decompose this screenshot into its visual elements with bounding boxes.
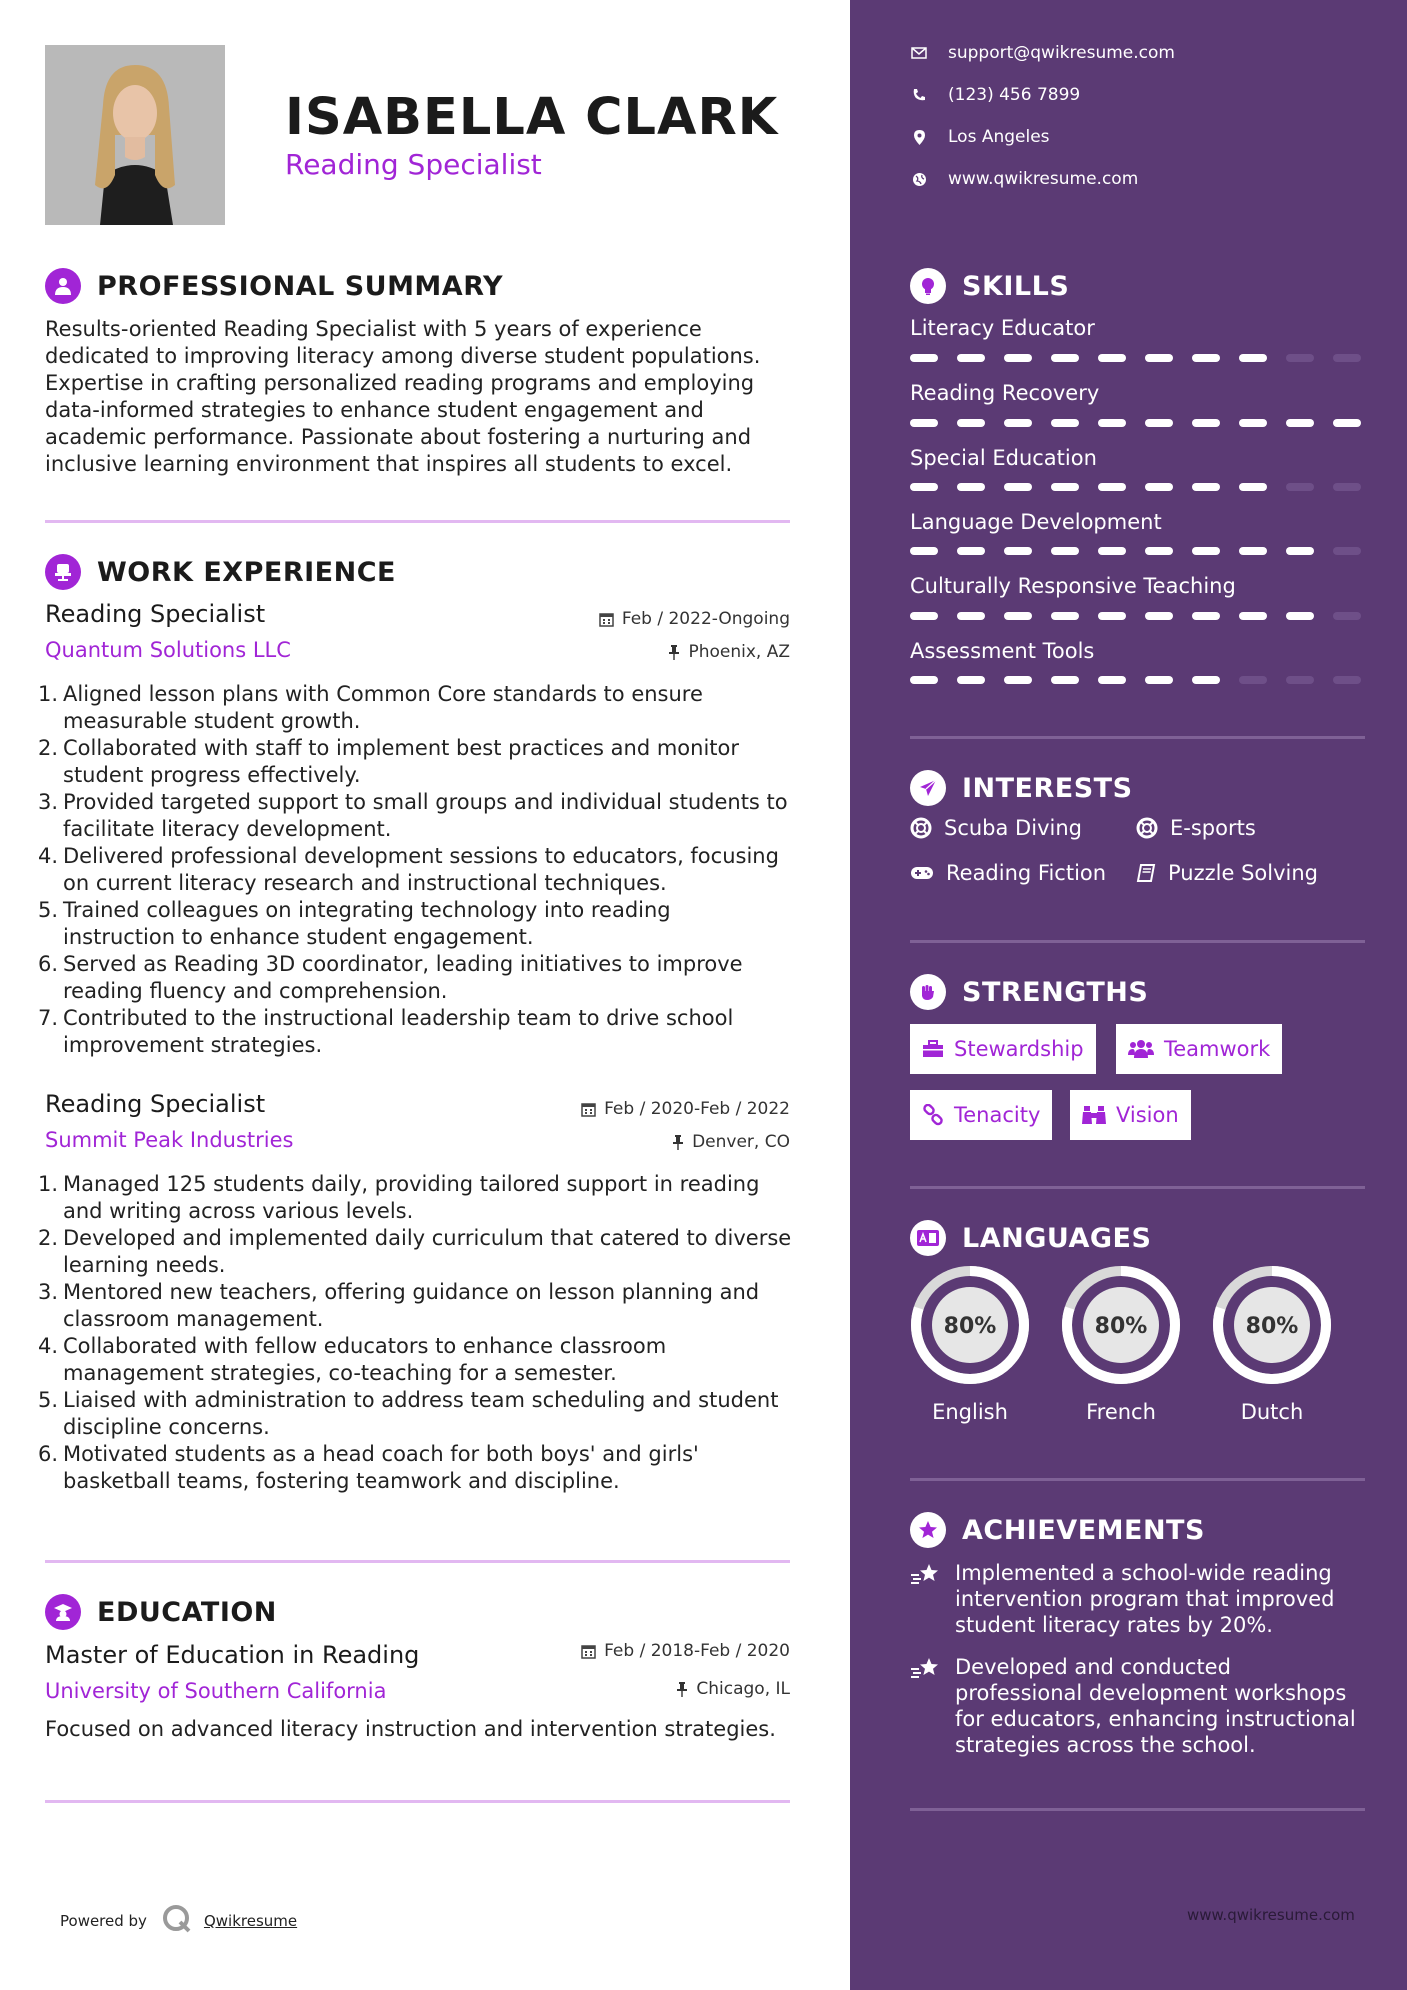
divider (910, 1478, 1365, 1481)
briefcase-chair-icon (45, 554, 81, 590)
skill-dash (1051, 354, 1079, 362)
phone-icon (910, 88, 928, 102)
skill-dash (1098, 547, 1126, 555)
skill-dash (910, 419, 938, 427)
skill-dash (1051, 547, 1079, 555)
language-progress-ring (1060, 1264, 1182, 1386)
job-title: Reading Specialist (45, 1090, 266, 1118)
language-progress-ring (909, 1264, 1031, 1386)
skill-dash (1239, 612, 1267, 620)
ring-percent-label: 80% (1094, 1314, 1148, 1339)
skill-dash (1004, 612, 1032, 620)
summary-text: Results-oriented Reading Specialist with 5 years of experience dedicated to improving literacy among diverse student populations. Expertise in crafting personalized reading programs and employing data-informed strategies to enhance student engagement and academic performance. Passionate about fostering a nurturing and inclusive learning environment that inspires all students to excel. (45, 317, 761, 476)
fist-icon (910, 974, 946, 1010)
job-location: Phoenix, AZ (668, 642, 790, 662)
calendar-icon (581, 1644, 596, 1659)
skill-dash (1051, 676, 1079, 684)
skill-dash (1333, 676, 1361, 684)
skill-dash (1239, 483, 1267, 491)
briefcase-icon (922, 1040, 944, 1058)
skill-dash (957, 612, 985, 620)
contact-location: Los Angeles (910, 127, 1050, 147)
skill-dash (1004, 676, 1032, 684)
skill-dash (1333, 612, 1361, 620)
education-description: Focused on advanced literacy instruction and intervention strategies. (45, 1717, 776, 1741)
strength-chip: Vision (1070, 1090, 1191, 1140)
education-location: Chicago, IL (676, 1679, 790, 1699)
skill-dash (1145, 354, 1173, 362)
skill-dash (957, 483, 985, 491)
footer-url[interactable]: www.qwikresume.com (1187, 1906, 1355, 1924)
skill-level-bar (910, 612, 1365, 620)
skill-dash (1145, 612, 1173, 620)
job-company: Summit Peak Industries (45, 1128, 294, 1152)
list-item: 6. Served as Reading 3D coordinator, leading initiatives to improve reading fluency and comprehension. (37, 952, 743, 1003)
skill-dash (957, 547, 985, 555)
skill-dash (1286, 354, 1314, 362)
binoculars-icon (1082, 1105, 1106, 1125)
ring-percent-label: 80% (1245, 1314, 1299, 1339)
contact-phone[interactable]: (123) 456 7899 (910, 85, 1080, 105)
skill-dash (1333, 419, 1361, 427)
gamepad-icon (910, 865, 934, 881)
language-name: French (1086, 1400, 1156, 1424)
education-date: Feb / 2018-Feb / 2020 (581, 1641, 790, 1661)
skill-dash (1239, 419, 1267, 427)
skill-dash (1145, 547, 1173, 555)
star-badge-icon (910, 1512, 946, 1548)
skill-dash (957, 676, 985, 684)
skill-dash (910, 483, 938, 491)
skill-level-bar (910, 354, 1365, 362)
interest-item: Scuba Diving (910, 816, 1082, 840)
profile-photo (45, 45, 225, 225)
experience-heading: WORK EXPERIENCE (45, 554, 396, 590)
book-icon (1136, 863, 1156, 883)
skill-dash (910, 612, 938, 620)
graduate-icon (45, 1594, 81, 1630)
list-item: 2. Collaborated with staff to implement best practices and monitor student progress effectively. (37, 736, 740, 787)
skill-dash (1239, 676, 1267, 684)
job-date: Feb / 2022-Ongoing (599, 609, 790, 629)
skill-dash (910, 547, 938, 555)
skill-level-bar (910, 419, 1365, 427)
skill-name: Literacy Educator (910, 316, 1095, 340)
skill-dash (1286, 612, 1314, 620)
job-company: Quantum Solutions LLC (45, 638, 291, 662)
lightbulb-icon (910, 268, 946, 304)
skill-dash (1286, 419, 1314, 427)
language-progress-ring (1211, 1264, 1333, 1386)
pin-icon (676, 1682, 688, 1697)
list-item: 4. Collaborated with fellow educators to enhance classroom management strategies, co-teaching for a semester. (37, 1334, 667, 1385)
pin-icon (668, 645, 680, 660)
skill-dash (957, 419, 985, 427)
skill-dash (1004, 483, 1032, 491)
interests-heading: INTERESTS (910, 770, 1133, 806)
skill-dash (1286, 483, 1314, 491)
calendar-icon (581, 1102, 596, 1117)
divider (910, 1808, 1365, 1811)
skill-dash (1333, 354, 1361, 362)
job-responsibilities (30, 1171, 800, 1495)
divider (910, 940, 1365, 943)
skill-dash (1192, 612, 1220, 620)
list-item: 5. Liaised with administration to address team scheduling and student discipline concerns. (37, 1388, 779, 1439)
list-item: 4. Delivered professional development sessions to educators, focusing on current literacy research and instructional techniques. (37, 844, 779, 895)
education-heading: EDUCATION (45, 1594, 277, 1630)
list-item: 3. Mentored new teachers, offering guidance on lesson planning and classroom management. (37, 1280, 760, 1331)
link-icon (922, 1104, 944, 1126)
ring-percent-label: 80% (943, 1314, 997, 1339)
achievement-item: Implemented a school-wide reading intervention program that improved student literacy rates by 20%. (910, 1560, 1370, 1638)
lifebuoy-icon (910, 817, 932, 839)
skill-dash (1051, 483, 1079, 491)
skill-dash (1098, 676, 1126, 684)
shooting-star-icon (910, 1654, 955, 1758)
contact-website[interactable]: www.qwikresume.com (910, 169, 1138, 189)
skill-dash (1051, 612, 1079, 620)
skill-name: Special Education (910, 446, 1097, 470)
skill-dash (1333, 547, 1361, 555)
calendar-icon (599, 612, 614, 627)
list-item: 6. Motivated students as a head coach for both boys' and girls' basketball teams, fostering teamwork and discipline. (37, 1442, 699, 1493)
achievement-item: Developed and conducted professional development workshops for educators, enhancing instructional strategies across the school. (910, 1654, 1370, 1758)
list-item: 2. Developed and implemented daily curriculum that catered to diverse learning needs. (37, 1226, 792, 1277)
skill-dash (1286, 547, 1314, 555)
skill-level-bar (910, 483, 1365, 491)
list-item: 3. Provided targeted support to small groups and individual students to facilitate literacy development. (37, 790, 788, 841)
skill-dash (1004, 354, 1032, 362)
list-item: 1. Managed 125 students daily, providing tailored support in reading and writing across various levels. (37, 1172, 760, 1223)
skill-dash (1051, 419, 1079, 427)
globe-icon (910, 172, 928, 187)
divider (45, 1560, 790, 1563)
skill-level-bar (910, 547, 1365, 555)
skill-dash (1192, 354, 1220, 362)
skill-dash (1004, 547, 1032, 555)
interest-item: Puzzle Solving (1136, 861, 1318, 885)
shooting-star-icon (910, 1560, 955, 1638)
envelope-icon (910, 47, 928, 59)
skill-dash (1192, 483, 1220, 491)
skills-heading: SKILLS (910, 268, 1069, 304)
map-marker-icon (910, 130, 928, 145)
skill-name: Assessment Tools (910, 639, 1095, 663)
skill-dash (1098, 419, 1126, 427)
job-responsibilities (30, 681, 800, 1059)
divider (910, 1186, 1365, 1189)
interest-item: E-sports (1136, 816, 1256, 840)
lifebuoy-icon (1136, 817, 1158, 839)
list-item: 5. Trained colleagues on integrating technology into reading instruction to enhance student engagement. (37, 898, 671, 949)
language-name: English (932, 1400, 1008, 1424)
qwikresume-link[interactable]: Qwikresume (203, 1912, 298, 1930)
divider (910, 736, 1365, 739)
skill-name: Language Development (910, 510, 1162, 534)
achievements-heading: ACHIEVEMENTS (910, 1512, 1205, 1548)
skill-dash (957, 354, 985, 362)
job-location: Denver, CO (672, 1132, 790, 1152)
skill-dash (910, 354, 938, 362)
qwikresume-logo-icon (162, 1904, 192, 1938)
translate-icon (910, 1220, 946, 1256)
language-name: Dutch (1240, 1400, 1304, 1424)
users-icon (1128, 1039, 1154, 1059)
languages-heading: LANGUAGES (910, 1220, 1151, 1256)
job-date: Feb / 2020-Feb / 2022 (581, 1099, 790, 1119)
skill-dash (1192, 419, 1220, 427)
school-name: University of Southern California (45, 1679, 387, 1703)
strength-chip: Tenacity (910, 1090, 1052, 1140)
pin-icon (672, 1135, 684, 1150)
strength-chip: Teamwork (1116, 1024, 1282, 1074)
skill-dash (910, 676, 938, 684)
strength-chip: Stewardship (910, 1024, 1096, 1074)
paper-plane-icon (910, 770, 946, 806)
skill-dash (1239, 354, 1267, 362)
contact-email[interactable]: support@qwikresume.com (910, 43, 1175, 63)
skill-dash (1098, 612, 1126, 620)
list-item: 1. Aligned lesson plans with Common Core standards to ensure measurable student growth. (37, 682, 703, 733)
divider (45, 520, 790, 523)
candidate-name: ISABELLA CLARK (285, 88, 779, 147)
skill-name: Culturally Responsive Teaching (910, 574, 1236, 598)
skill-dash (1145, 419, 1173, 427)
strengths-heading: STRENGTHS (910, 974, 1148, 1010)
skill-dash (1192, 547, 1220, 555)
list-item: 7. Contributed to the instructional leadership team to drive school improvement strategies. (37, 1006, 734, 1057)
skill-dash (1098, 483, 1126, 491)
user-icon (45, 268, 81, 304)
skill-dash (1192, 676, 1220, 684)
skill-dash (1098, 354, 1126, 362)
interest-item: Reading Fiction (910, 861, 1106, 885)
skill-dash (1145, 483, 1173, 491)
divider (45, 1800, 790, 1803)
skill-dash (1286, 676, 1314, 684)
degree-title: Master of Education in Reading (45, 1641, 420, 1669)
summary-heading: PROFESSIONAL SUMMARY (45, 268, 503, 304)
powered-by: Powered by Qwikresume (60, 1904, 297, 1938)
skill-name: Reading Recovery (910, 381, 1100, 405)
skill-level-bar (910, 676, 1365, 684)
candidate-title: Reading Specialist (285, 148, 542, 181)
skill-dash (1239, 547, 1267, 555)
skill-dash (1333, 483, 1361, 491)
skill-dash (1004, 419, 1032, 427)
skill-dash (1145, 676, 1173, 684)
job-title: Reading Specialist (45, 600, 266, 628)
